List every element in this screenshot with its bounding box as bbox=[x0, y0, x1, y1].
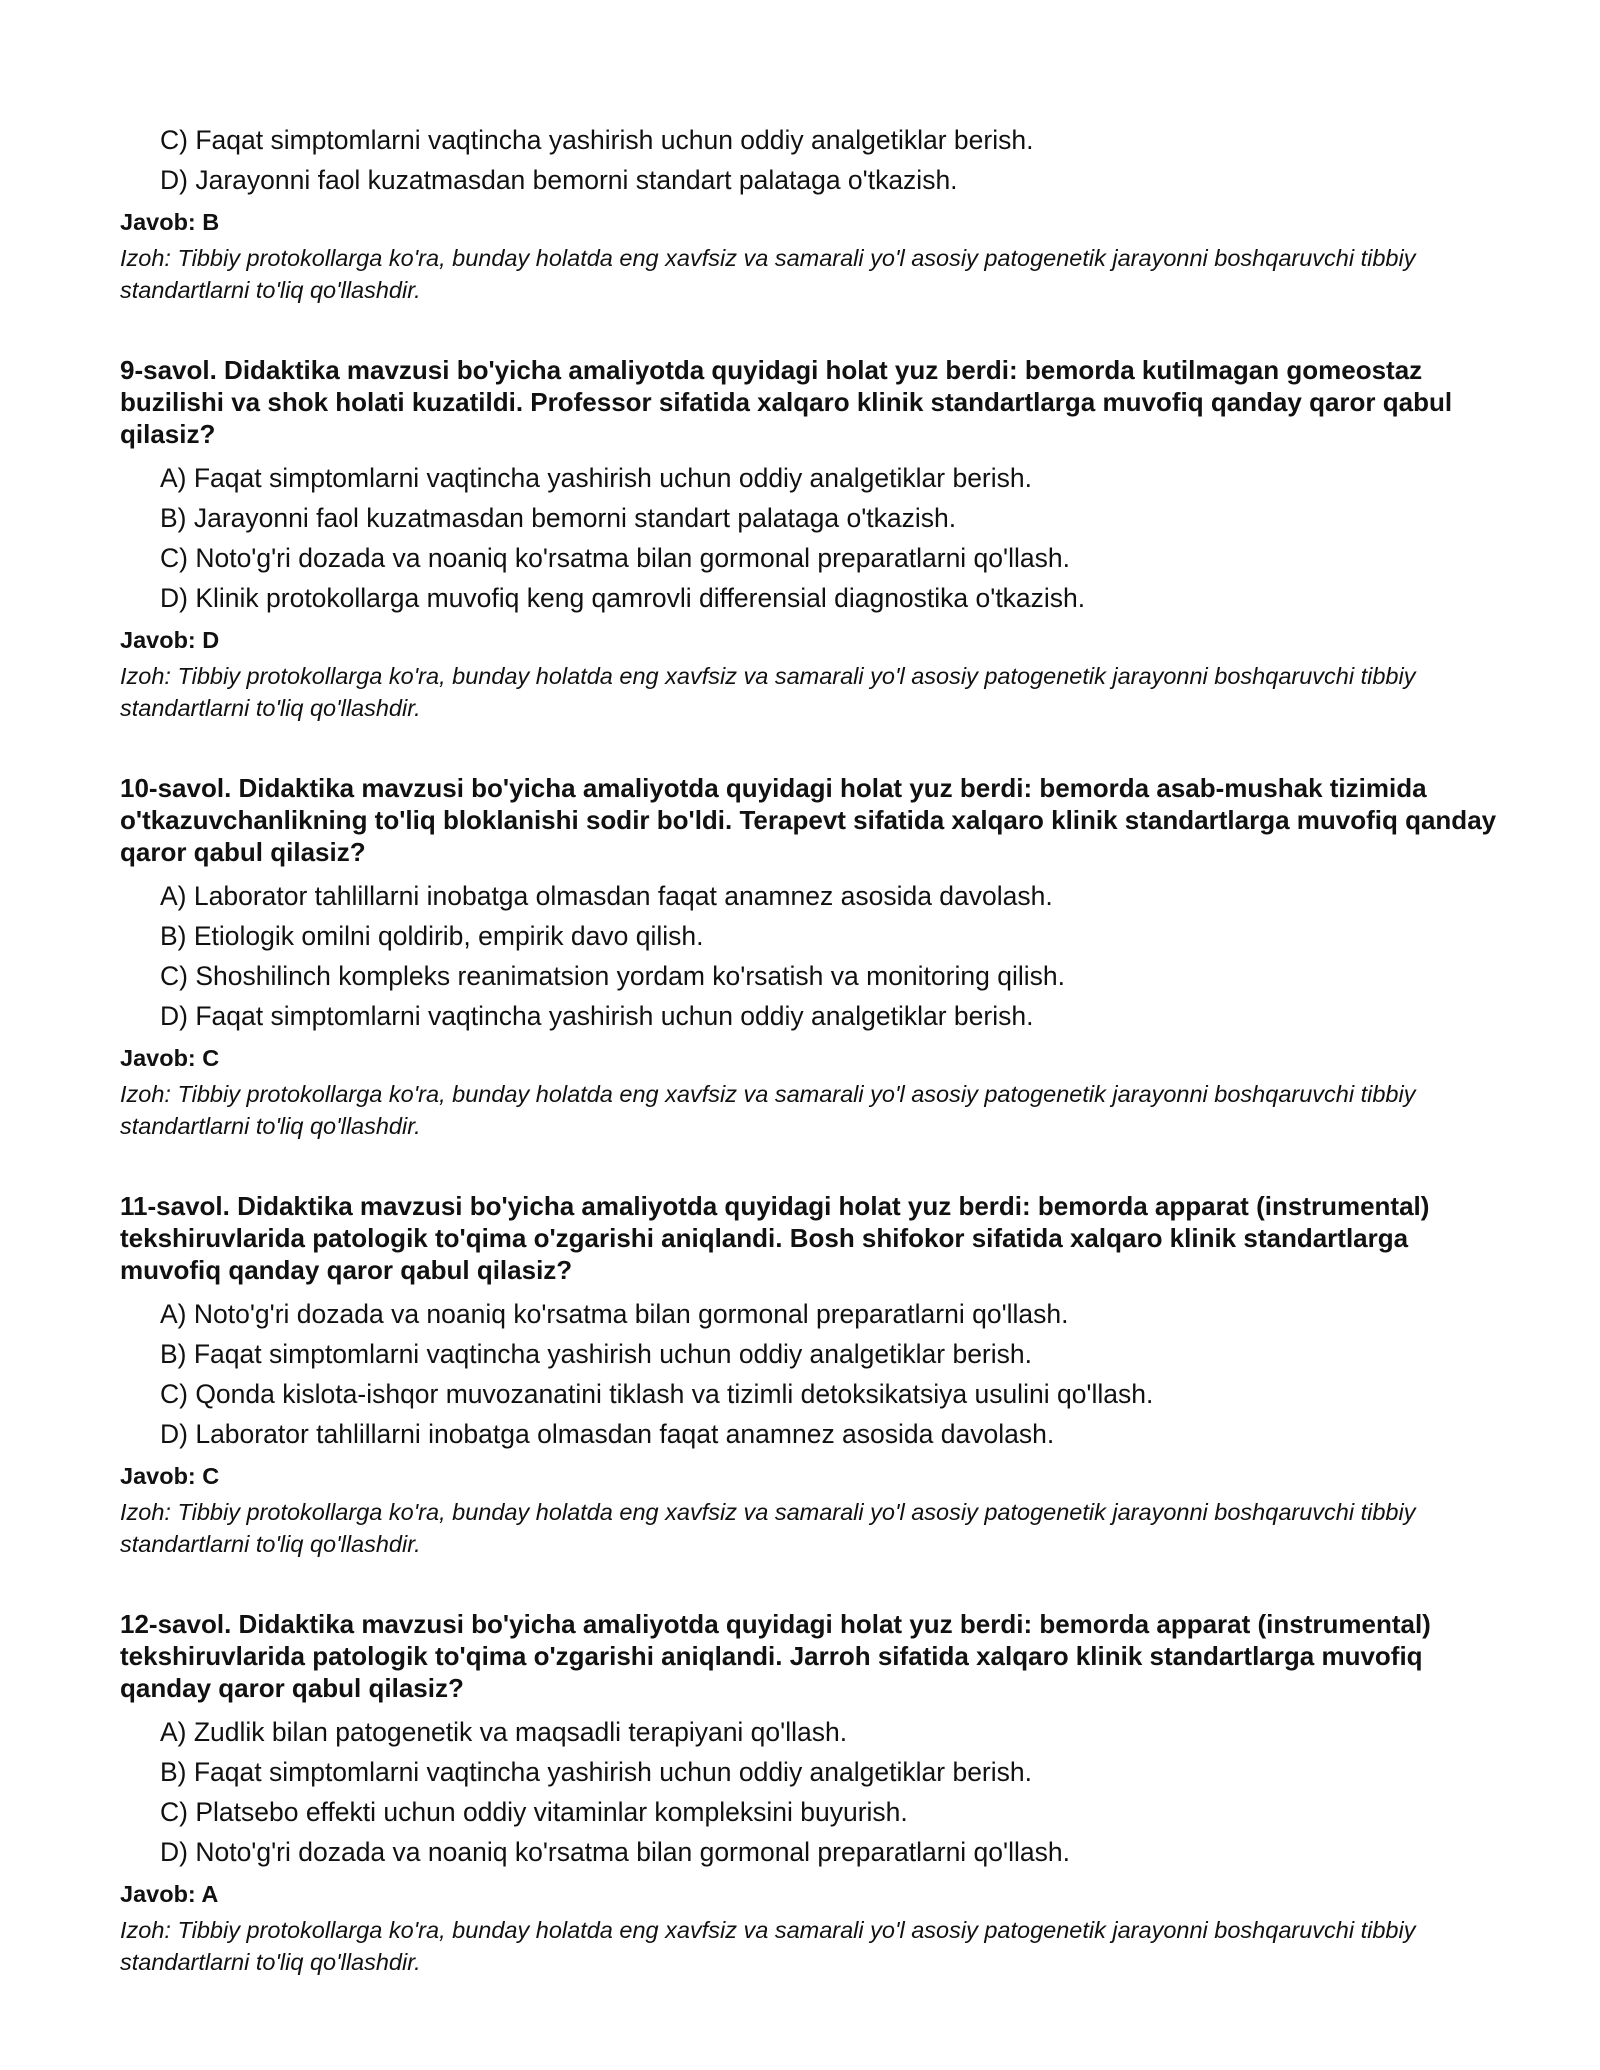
option-d: D) Noto'g'ri dozada va noaniq ko'rsatma bilan gormonal preparatlarni qo'llash. bbox=[160, 1837, 1070, 1867]
option-a: A) Laborator tahlillarni inobatga olmasdan faqat anamnez asosida davolash. bbox=[160, 881, 1053, 911]
option-list bbox=[120, 1712, 1480, 1872]
option-b: B) Faqat simptomlarni vaqtincha yashirish uchun oddiy analgetiklar berish. bbox=[160, 1339, 1032, 1369]
option-b: B) Faqat simptomlarni vaqtincha yashirish uchun oddiy analgetiklar berish. bbox=[160, 1757, 1032, 1787]
option-list bbox=[120, 876, 1480, 1036]
explanation-text: Izoh: Tibbiy protokollarga ko'ra, bunday holatda eng xavfsiz va samarali yo'l asosiy patogenetik jarayonni boshqaruvchi tibbiy standartlarni to'liq qo'llashdir. bbox=[120, 1917, 1416, 1975]
option-a: A) Zudlik bilan patogenetik va maqsadli terapiyani qo'llash. bbox=[160, 1717, 848, 1747]
answer-label: Javob: A bbox=[120, 1881, 219, 1907]
option-c: C) Platsebo effekti uchun oddiy vitaminlar kompleksini buyurish. bbox=[160, 1797, 908, 1827]
option-a: A) Noto'g'ri dozada va noaniq ko'rsatma bilan gormonal preparatlarni qo'llash. bbox=[160, 1299, 1069, 1329]
answer-label: Javob: B bbox=[120, 209, 220, 235]
option-a: A) Faqat simptomlarni vaqtincha yashirish uchun oddiy analgetiklar berish. bbox=[160, 463, 1032, 493]
question-text: 11-savol. Didaktika mavzusi bo'yicha amaliyotda quyidagi holat yuz berdi: bemorda apparat (instrumental) tekshiruvlarida patologik to'qima o'zgarishi aniqlandi. Bosh shifokor sifatida xalqaro klinik standartlarga muvofiq qanday qaror qabul qilasiz? bbox=[120, 1191, 1430, 1285]
option-list bbox=[120, 120, 1480, 200]
option-d: D) Laborator tahlillarni inobatga olmasdan faqat anamnez asosida davolash. bbox=[160, 1419, 1055, 1449]
option-b: B) Jarayonni faol kuzatmasdan bemorni standart palataga o'tkazish. bbox=[160, 503, 957, 533]
question-8-continuation bbox=[120, 120, 1480, 306]
option-d: D) Klinik protokollarga muvofiq keng qamrovli differensial diagnostika o'tkazish. bbox=[160, 583, 1086, 613]
option-c: C) Faqat simptomlarni vaqtincha yashirish uchun oddiy analgetiklar berish. bbox=[160, 125, 1034, 155]
question-text: 9-savol. Didaktika mavzusi bo'yicha amaliyotda quyidagi holat yuz berdi: bemorda kutilmagan gomeostaz buzilishi va shok holati kuzatildi. Professor sifatida xalqaro klinik standartlarga muvofiq qanday qaror qabul qilasiz? bbox=[120, 355, 1453, 449]
question-text: 12-savol. Didaktika mavzusi bo'yicha amaliyotda quyidagi holat yuz berdi: bemorda apparat (instrumental) tekshiruvlarida patologik to'qima o'zgarishi aniqlandi. Jarroh sifatida xalqaro klinik standartlarga muvofiq qanday qaror qabul qilasiz? bbox=[120, 1609, 1431, 1703]
option-list bbox=[120, 458, 1480, 618]
option-c: C) Shoshilinch kompleks reanimatsion yordam ko'rsatish va monitoring qilish. bbox=[160, 961, 1065, 991]
question-9 bbox=[120, 354, 1480, 724]
explanation-text: Izoh: Tibbiy protokollarga ko'ra, bunday holatda eng xavfsiz va samarali yo'l asosiy patogenetik jarayonni boshqaruvchi tibbiy standartlarni to'liq qo'llashdir. bbox=[120, 1081, 1416, 1139]
question-11 bbox=[120, 1190, 1480, 1560]
question-text: 10-savol. Didaktika mavzusi bo'yicha amaliyotda quyidagi holat yuz berdi: bemorda asab-mushak tizimida o'tkazuvchanlikning to'liq bloklanishi sodir bo'ldi. Terapevt sifatida xalqaro klinik standartlarga muvofiq qanday qaror qabul qilasiz? bbox=[120, 773, 1497, 867]
question-10 bbox=[120, 772, 1497, 1142]
question-12 bbox=[120, 1608, 1480, 1978]
explanation-text: Izoh: Tibbiy protokollarga ko'ra, bunday holatda eng xavfsiz va samarali yo'l asosiy patogenetik jarayonni boshqaruvchi tibbiy standartlarni to'liq qo'llashdir. bbox=[120, 663, 1416, 721]
explanation-text: Izoh: Tibbiy protokollarga ko'ra, bunday holatda eng xavfsiz va samarali yo'l asosiy patogenetik jarayonni boshqaruvchi tibbiy standartlarni to'liq qo'llashdir. bbox=[120, 1499, 1416, 1557]
option-c: C) Noto'g'ri dozada va noaniq ko'rsatma bilan gormonal preparatlarni qo'llash. bbox=[160, 543, 1070, 573]
explanation-text: Izoh: Tibbiy protokollarga ko'ra, bunday holatda eng xavfsiz va samarali yo'l asosiy patogenetik jarayonni boshqaruvchi tibbiy standartlarni to'liq qo'llashdir. bbox=[120, 245, 1416, 303]
answer-label: Javob: C bbox=[120, 1463, 220, 1489]
option-d: D) Faqat simptomlarni vaqtincha yashirish uchun oddiy analgetiklar berish. bbox=[160, 1001, 1034, 1031]
answer-label: Javob: D bbox=[120, 627, 220, 653]
answer-label: Javob: C bbox=[120, 1045, 220, 1071]
option-c: C) Qonda kislota-ishqor muvozanatini tiklash va tizimli detoksikatsiya usulini qo'llash. bbox=[160, 1379, 1154, 1409]
option-list bbox=[120, 1294, 1480, 1454]
option-d: D) Jarayonni faol kuzatmasdan bemorni standart palataga o'tkazish. bbox=[160, 165, 958, 195]
option-b: B) Etiologik omilni qoldirib, empirik davo qilish. bbox=[160, 921, 704, 951]
